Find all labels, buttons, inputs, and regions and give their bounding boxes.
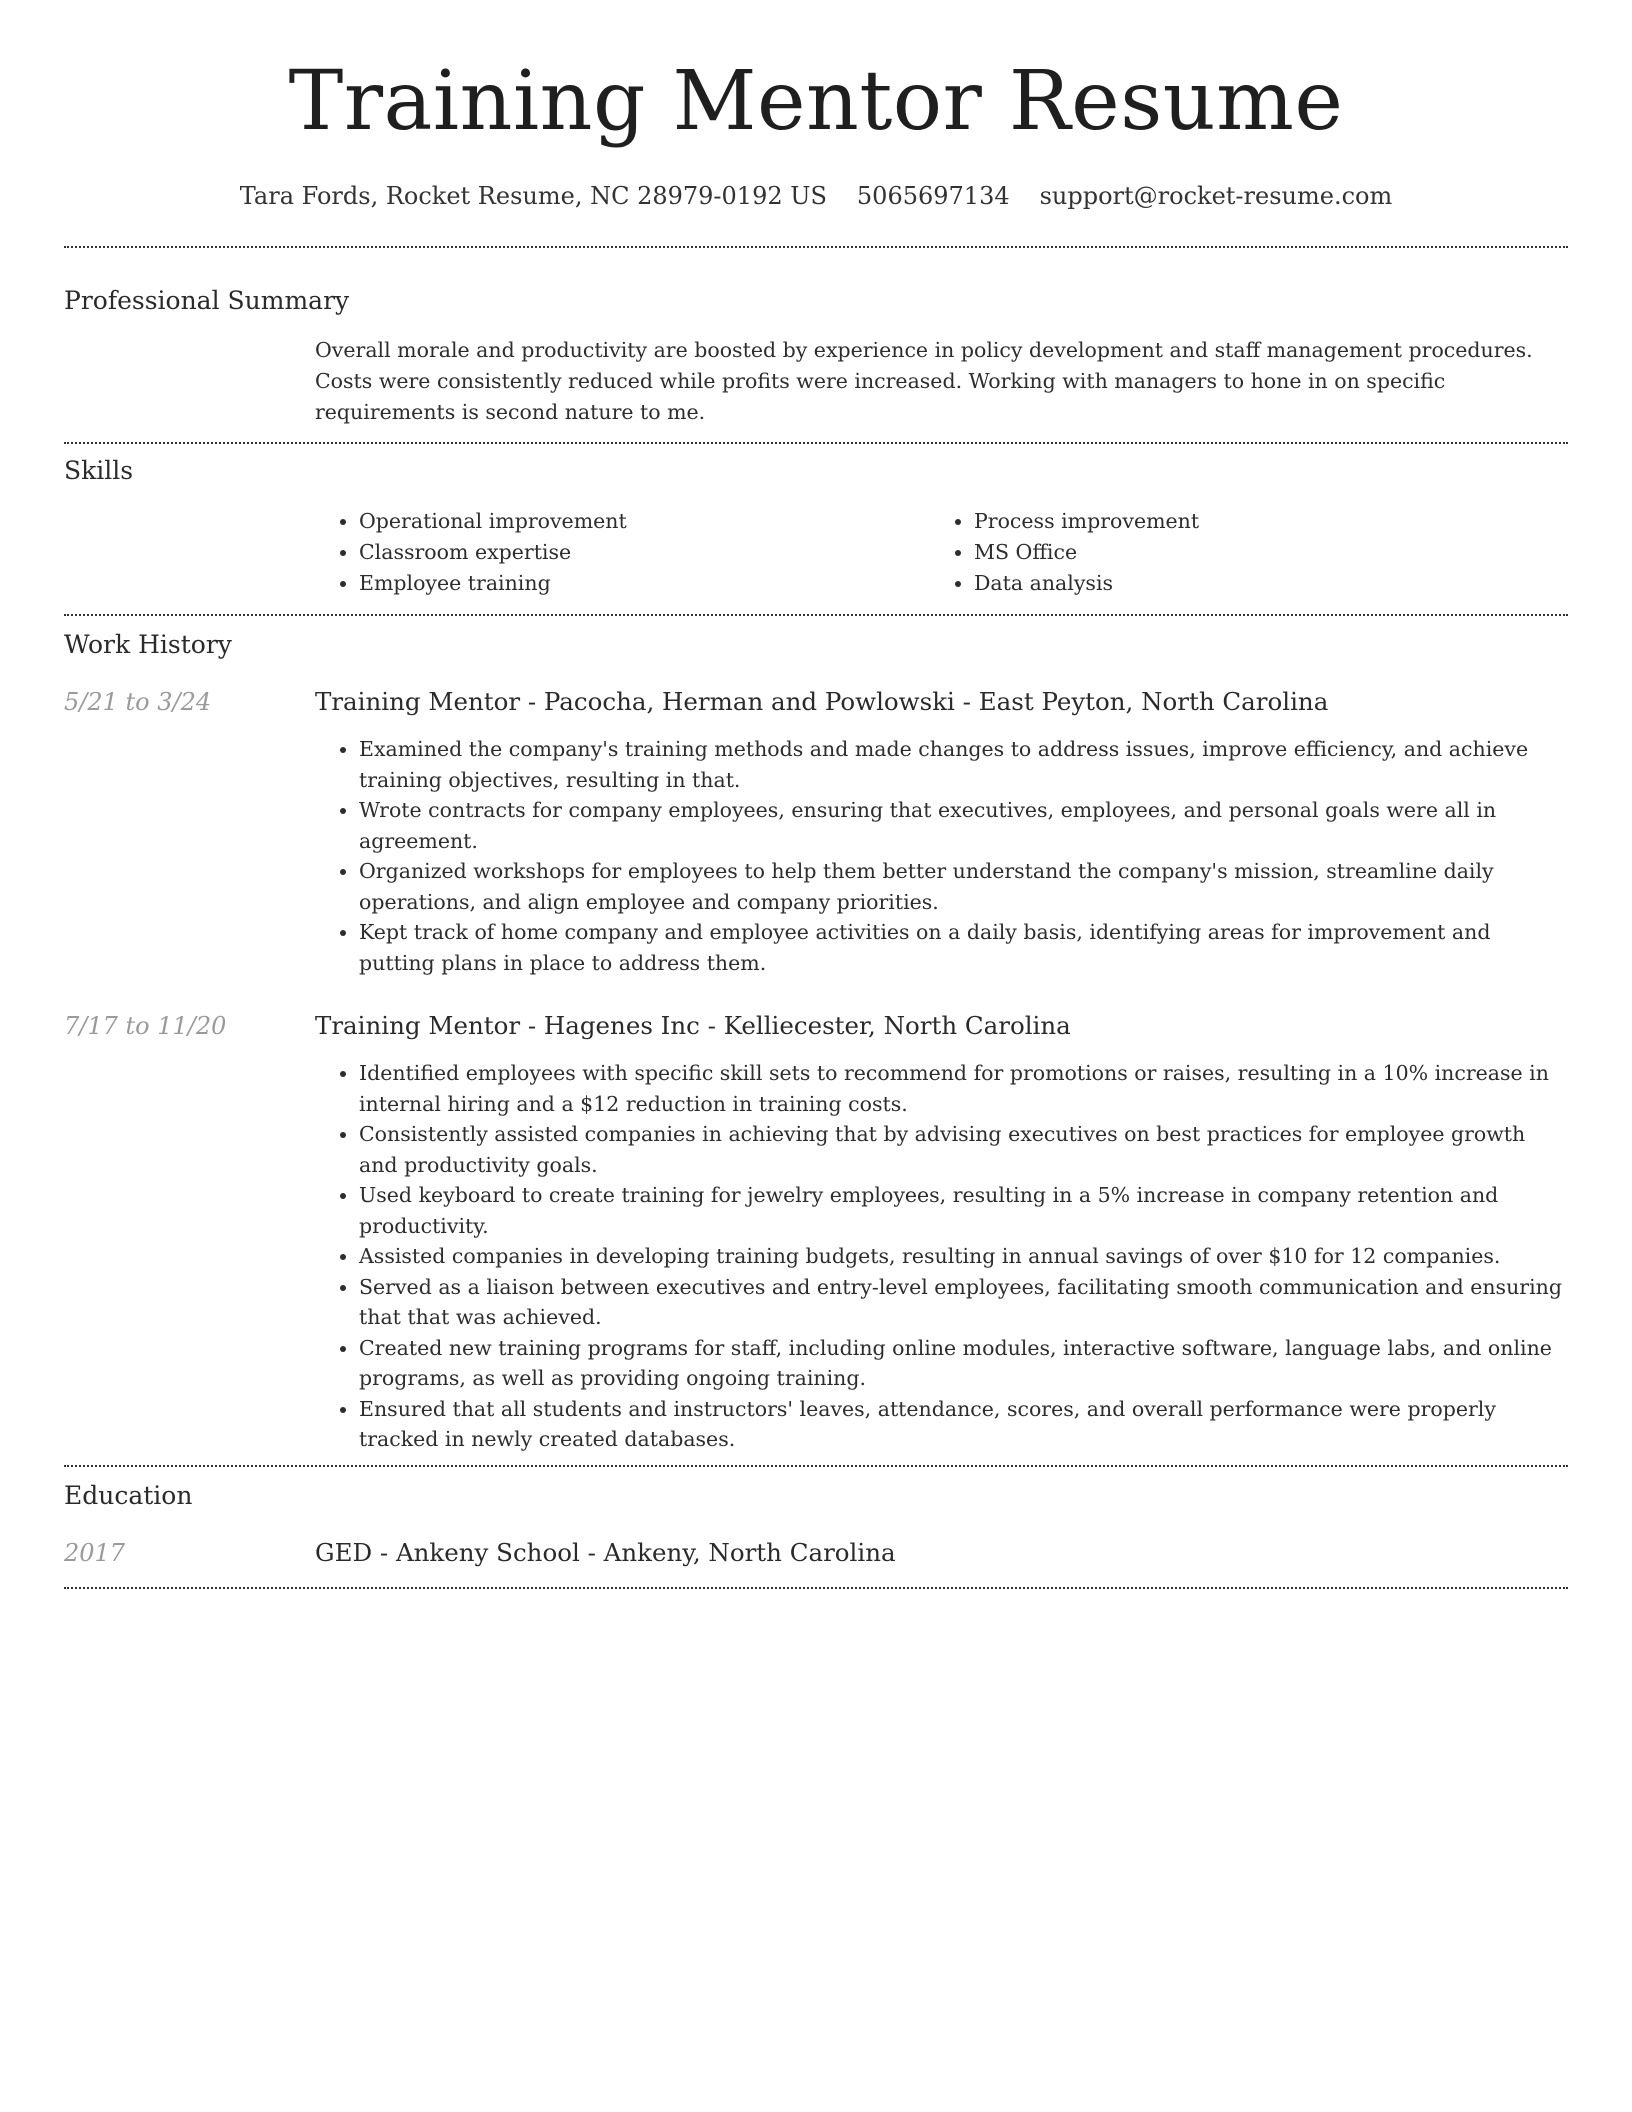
contact-address: Tara Fords, Rocket Resume, NC 28979-0192 US (239, 182, 827, 210)
summary-left-spacer (64, 335, 315, 428)
education-title: GED - Ankeny School - Ankeny, North Carolina (315, 1537, 896, 1567)
work-heading: Work History (64, 630, 232, 659)
job-bullet: • Created new training programs for staff, including online modules, interactive software, language labs, and online programs, as well as providing ongoing training. (359, 1333, 1568, 1394)
skill-item: • Data analysis (974, 568, 1568, 599)
job-bullet: • Organized workshops for employees to help them better understand the company's mission, streamline daily operations, and align employee and company priorities. (359, 856, 1568, 917)
education-entry (64, 1537, 1568, 1569)
education-heading: Education (64, 1480, 193, 1510)
skill-item: • Employee training (359, 568, 974, 599)
job-bullets (315, 734, 1568, 978)
job-bullets (315, 1058, 1568, 1455)
summary-heading: Professional Summary (64, 286, 350, 315)
contact-line (64, 180, 1568, 212)
job-bullet: • Examined the company's training methods and made changes to address issues, improve efficiency, and achieve training objectives, resulting in that. (359, 734, 1568, 795)
summary-section (64, 248, 1568, 442)
skills-heading: Skills (64, 456, 134, 485)
education-year: 2017 (64, 1538, 126, 1567)
job-bullet: • Used keyboard to create training for jewelry employees, resulting in a 5% increase in company retention and productivity. (359, 1180, 1568, 1241)
skill-item: • Classroom expertise (359, 537, 974, 568)
skills-section (64, 444, 1568, 614)
job-bullet: • Consistently assisted companies in achieving that by advising executives on best practices for employee growth and productivity goals. (359, 1119, 1568, 1180)
job-bullet: • Identified employees with specific skill sets to recommend for promotions or raises, resulting in a 10% increase in internal hiring and a $12 reduction in training costs. (359, 1058, 1568, 1119)
job-title: Training Mentor - Pacocha, Herman and Powlowski - East Peyton, North Carolina (315, 687, 1329, 716)
skills-list-right (974, 506, 1568, 599)
job-bullet: • Kept track of home company and employee activities on a daily basis, identifying areas for improvement and putting plans in place to address them. (359, 917, 1568, 978)
work-section (64, 616, 1568, 1465)
skills-list-left (315, 506, 974, 599)
education-section (64, 1467, 1568, 1587)
job-bullet: • Ensured that all students and instructors' leaves, attendance, scores, and overall performance were properly tracked in newly created databases. (359, 1394, 1568, 1455)
job-entry (64, 686, 1568, 978)
skill-item: • MS Office (974, 537, 1568, 568)
job-bullet: • Assisted companies in developing training budgets, resulting in annual savings of over $10 for 12 companies. (359, 1241, 1568, 1272)
divider (64, 1587, 1568, 1589)
job-dates: 7/17 to 11/20 (64, 1012, 227, 1040)
job-title: Training Mentor - Hagenes Inc - Kelliecester, North Carolina (315, 1011, 1071, 1040)
job-bullet: • Served as a liaison between executives and entry-level employees, facilitating smooth communication and ensuring that that was achieved. (359, 1272, 1568, 1333)
job-entry (64, 1010, 1568, 1455)
skill-item: • Operational improvement (359, 506, 974, 537)
job-dates: 5/21 to 3/24 (64, 688, 212, 716)
summary-text: Overall morale and productivity are boosted by experience in policy development and staff management procedures. Costs were consistently reduced while profits were increased. Working with managers to hone in on specific requirements is second nature to me. (315, 338, 1533, 424)
page-title: Training Mentor Resume (288, 54, 1344, 149)
skill-item: • Process improvement (974, 506, 1568, 537)
contact-phone: 5065697134 (856, 182, 1010, 210)
job-bullet: • Wrote contracts for company employees, ensuring that executives, employees, and personal goals were all in agreement. (359, 795, 1568, 856)
skills-left-spacer (64, 506, 315, 599)
contact-email: support@rocket-resume.com (1039, 182, 1393, 210)
